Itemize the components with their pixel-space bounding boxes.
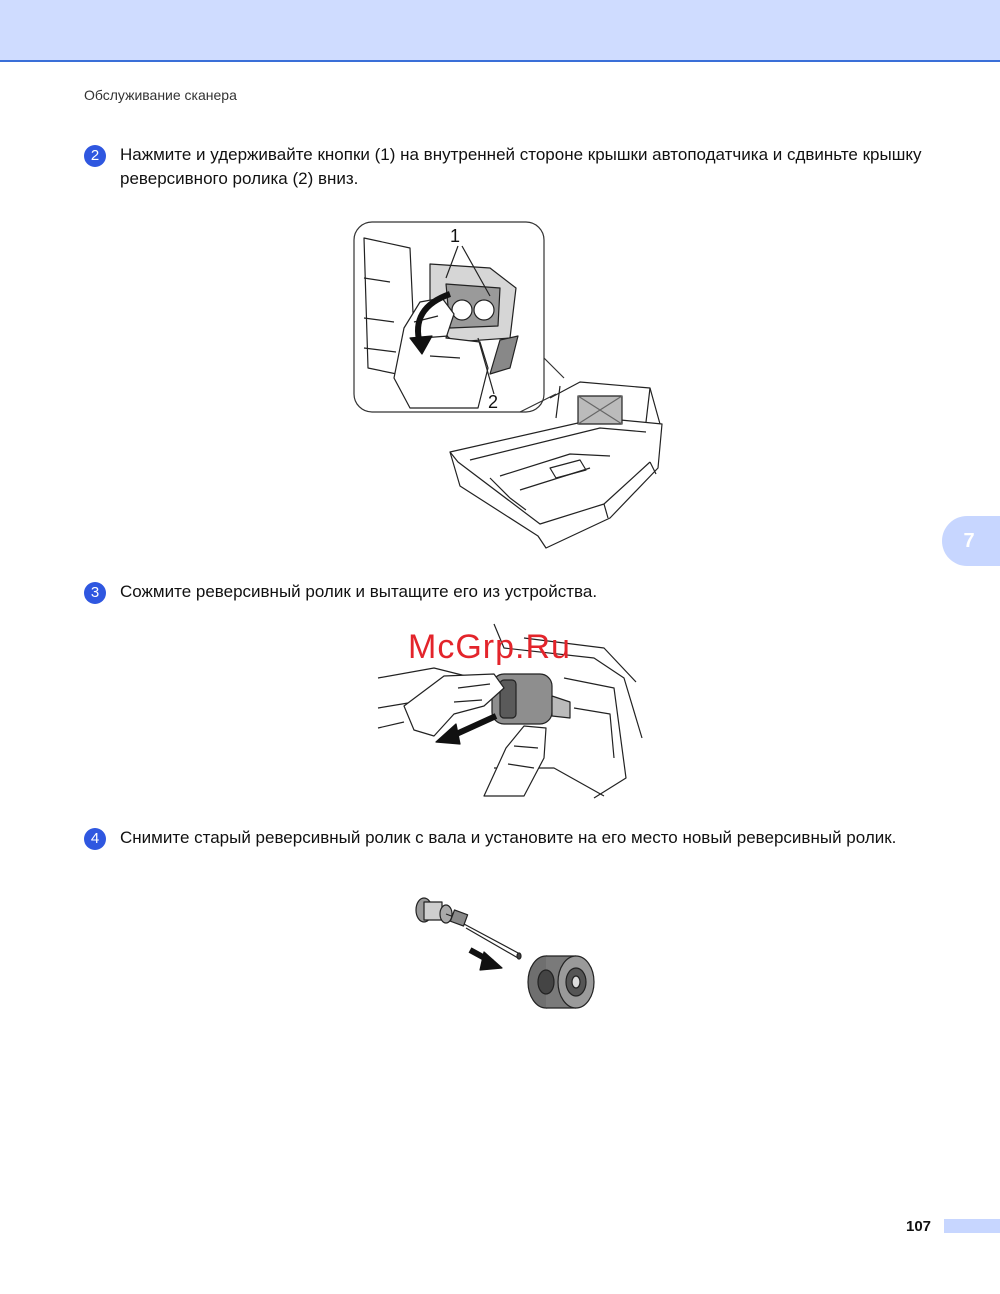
- figure-shaft-roller: [406, 890, 606, 1020]
- page-number-bar: [944, 1219, 1000, 1233]
- figure-scanner-cover: [350, 218, 670, 554]
- callout-1: 1: [450, 226, 461, 246]
- step-text: Снимите старый реверсивный ролик с вала и установите на его место новый реверсивный ролик.: [120, 828, 897, 847]
- step-number-badge: 4: [84, 828, 106, 850]
- step-number-badge: 2: [84, 145, 106, 167]
- step-3: [84, 580, 964, 604]
- running-header: Обслуживание сканера: [84, 87, 237, 103]
- chapter-tab: [942, 516, 1000, 566]
- step-number-badge: 3: [84, 582, 106, 604]
- callout-2: 2: [488, 392, 499, 412]
- watermark: McGrp.Ru: [408, 628, 571, 666]
- step-text: Нажмите и удерживайте кнопки (1) на внутренней стороне крышки автоподатчика и сдвиньте крышку реверсивного ролика (2) вниз.: [120, 145, 922, 188]
- page-number: 107: [906, 1218, 932, 1235]
- step-4: [84, 826, 964, 850]
- chapter-number: 7: [963, 530, 975, 552]
- step-text: Сожмите реверсивный ролик и вытащите его из устройства.: [120, 582, 598, 601]
- header-band: [0, 0, 1000, 62]
- step-2: [84, 143, 964, 191]
